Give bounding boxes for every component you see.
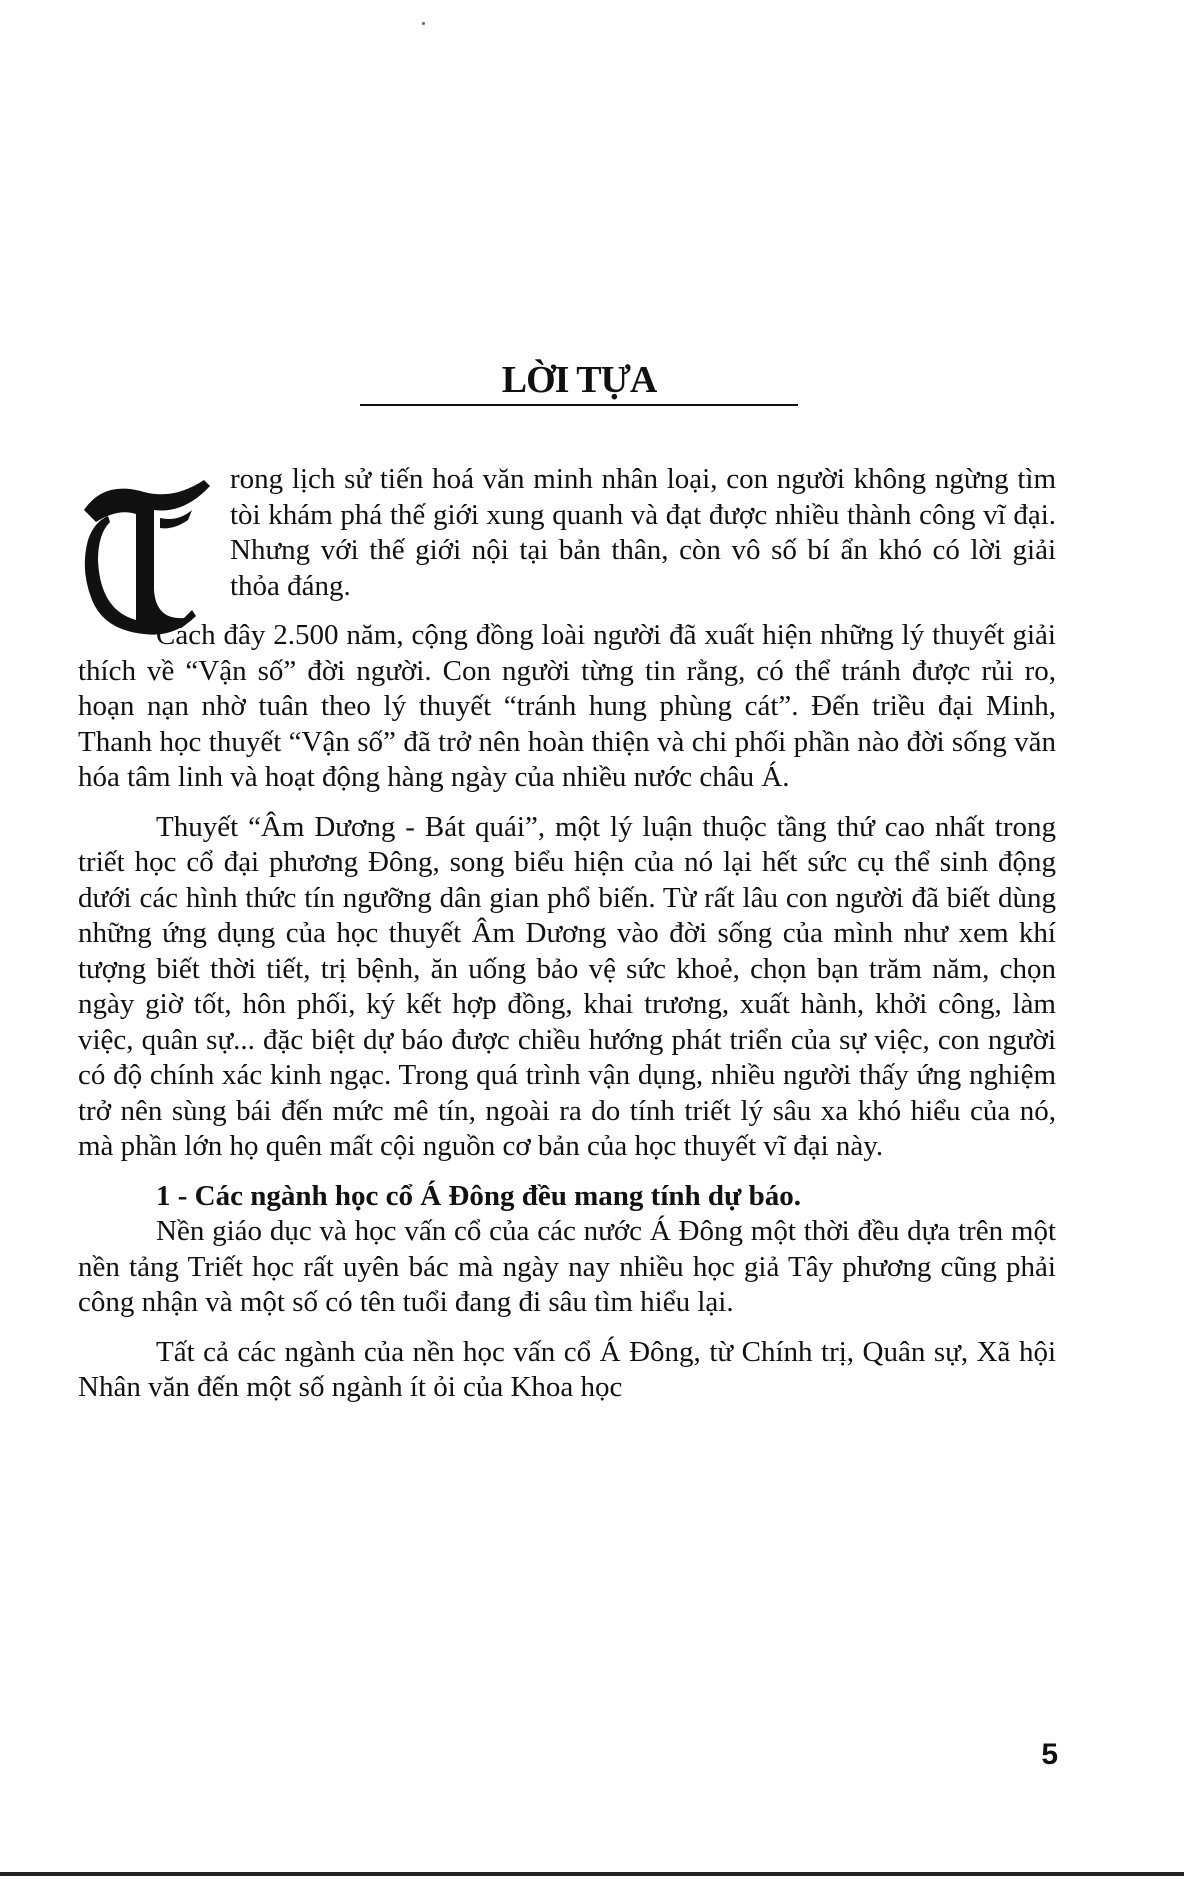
body-text [78,462,1056,1406]
page-number: 5 [1041,1738,1058,1771]
scan-speck [422,22,425,25]
paragraph-4: Nền giáo dục và học vấn cổ của các nước Á Đông một thời đều dựa trên một nền tảng Triết học rất uyên bác mà ngày nay nhiều học giả Tây phương cũng phải công nhận và một số có tên tuổi đang đi sâu tìm hiểu lại. [78,1215,1056,1318]
paragraph-5: Tất cả các ngành của nền học vấn cổ Á Đông, từ Chính trị, Quân sự, Xã hội Nhân văn đến một số ngành ít ỏi của Khoa học [78,1335,1056,1403]
bottom-edge-line [0,1872,1184,1876]
paragraph-1: rong lịch sử tiến hoá văn minh nhân loại, con người không ngừng tìm tòi khám phá thế giới xung quanh và đạt được nhiều thành công vĩ đại. Nhưng với thế giới nội tại bản thân, còn vô số bí ẩn khó có lời giải thỏa đáng. [230,463,1056,602]
paragraph-2: Cách đây 2.500 năm, cộng đồng loài người đã xuất hiện những lý thuyết giải thích về “Vận số” đời người. Con người từng tin rằng, có thể tránh được rủi ro, hoạn nạn nhờ tuân theo lý thuyết “tránh hung phùng cát”. Đến triều đại Minh, Thanh học thuyết “Vận số” đã trở nên hoàn thiện và chi phối phần nào đời sống văn hóa tâm linh và hoạt động hàng ngày của nhiều nước châu Á. [78,619,1056,793]
page-title: LỜI TỰA [501,359,657,401]
section-heading-1: 1 - Các ngành học cổ Á Đông đều mang tính dự báo. [156,1179,802,1212]
paragraph-3: Thuyết “Âm Dương - Bát quái”, một lý luận thuộc tầng thứ cao nhất trong triết học cổ đại phương Đông, song biểu hiện của nó lại hết sức cụ thể sinh động dưới các hình thức tín ngưỡng dân gian phổ biến. Từ rất lâu con người đã biết dùng những ứng dụng của học thuyết Âm Dương vào đời sống của mình như xem khí tượng biết thời tiết, trị bệnh, ăn uống bảo vệ sức khoẻ, chọn bạn trăm năm, chọn ngày giờ tốt, hôn phối, ký kết hợp đồng, khai trương, xuất hành, khởi công, làm việc, quân sự... đặc biệt dự báo được chiều hướng phát triển của sự việc, con người có độ chính xác kinh ngạc. Trong quá trình vận dụng, nhiều người thấy ứng nghiệm trở nên sùng bái đến mức mê tín, ngoài ra do tính triết lý sâu xa khó hiểu của nó, mà phần lớn họ quên mất cội nguồn cơ bản của học thuyết vĩ đại này. [78,810,1056,1162]
title-wrap [360,360,798,400]
title-underline [360,404,798,406]
